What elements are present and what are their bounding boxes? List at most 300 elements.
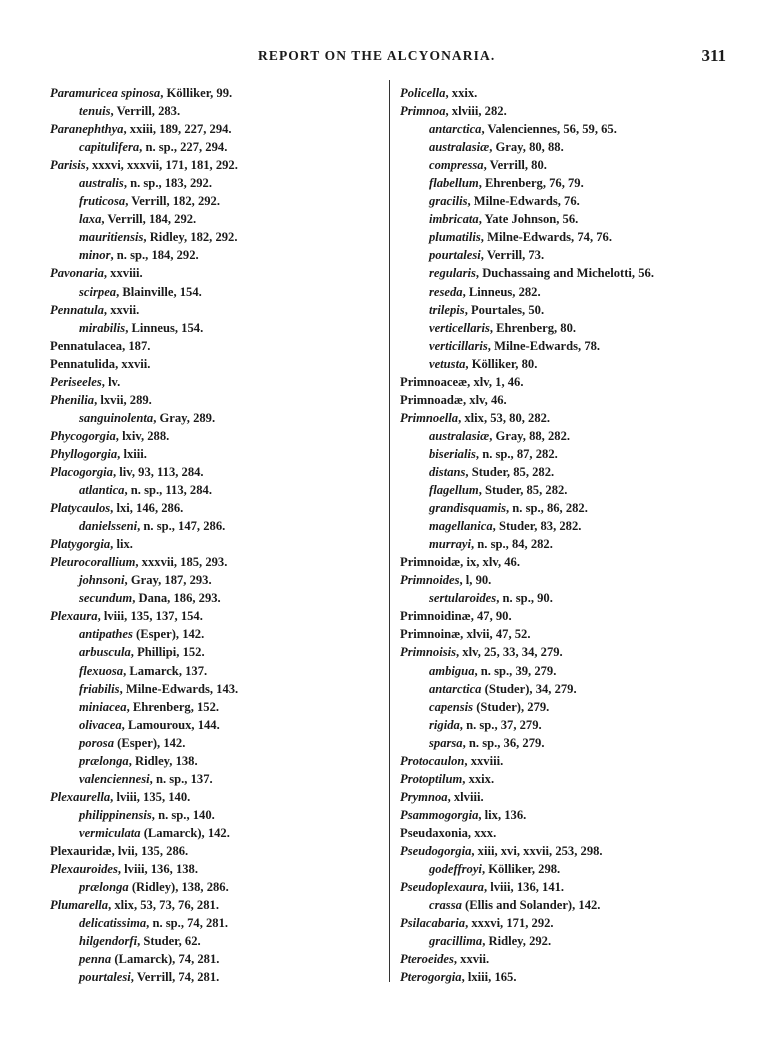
index-entry <box>400 553 730 571</box>
index-term: antipathes <box>79 627 133 642</box>
index-subentry <box>50 625 380 643</box>
index-term: Pseudoplexaura <box>400 880 484 895</box>
index-term: plumatilis <box>429 230 481 245</box>
index-subentry <box>400 120 730 138</box>
index-term: Primnoa <box>400 104 446 119</box>
index-entry <box>400 914 730 932</box>
index-term: Psammogorgia <box>400 807 479 822</box>
index-term: Platygorgia <box>50 537 111 552</box>
index-references: , xxix. <box>462 771 495 786</box>
index-subentry <box>50 643 380 661</box>
index-subentry <box>50 806 380 824</box>
index-term: Parisis <box>50 158 86 173</box>
index-references: , Verrill, 184, 292. <box>101 212 197 227</box>
index-references: , Ridley, 182, 292. <box>143 230 238 245</box>
index-subentry <box>50 228 380 246</box>
index-term: porosa <box>79 735 114 750</box>
index-references: , Gray, 187, 293. <box>124 573 212 588</box>
index-references: , Pourtales, 50. <box>464 302 545 317</box>
index-references: , lxi, 146, 286. <box>110 501 184 516</box>
index-references: , lviii, 135, 137, 154. <box>97 609 203 624</box>
index-references: , Yate Johnson, 56. <box>478 212 579 227</box>
index-references: , n. sp., 74, 281. <box>146 916 229 931</box>
index-subentry <box>400 535 730 553</box>
index-references: , xxix. <box>445 86 478 100</box>
index-subentry <box>50 138 380 156</box>
index-references: , Kölliker, 99. <box>160 86 233 100</box>
index-term: mirabilis <box>79 320 126 335</box>
index-term: verticillaris <box>429 338 488 353</box>
index-subentry <box>50 589 380 607</box>
index-references: , n. sp., 137. <box>149 771 213 786</box>
index-references: , ix, xlv, 46. <box>460 555 520 570</box>
index-term: Paramuricea spinosa <box>50 86 161 100</box>
index-references: , Verrill, 182, 292. <box>125 194 220 209</box>
index-term: reseda <box>429 284 463 299</box>
index-references: , n. sp., 183, 292. <box>123 176 212 191</box>
index-references: , n. sp., 147, 286. <box>137 519 226 534</box>
index-term: Psilacabaria <box>400 916 466 931</box>
index-term: antarctica <box>429 681 482 696</box>
index-subentry <box>400 264 730 282</box>
index-subentry <box>400 319 730 337</box>
index-term: Primnoinæ <box>400 627 461 642</box>
index-term: Plexauroides <box>50 862 118 877</box>
index-subentry <box>50 102 380 120</box>
index-references: , xlviii. <box>447 789 484 804</box>
index-subentry <box>50 698 380 716</box>
index-term: antarctica <box>429 122 482 137</box>
index-entry <box>400 409 730 427</box>
index-term: Pennatulacea <box>50 338 123 353</box>
index-references: , Ehrenberg, 152. <box>126 699 220 714</box>
index-subentry <box>50 716 380 734</box>
index-references: (Lamarck), 142. <box>140 825 230 840</box>
index-term: flabellum <box>429 176 479 191</box>
index-term: prælonga <box>79 880 129 895</box>
index-term: Protoptilum <box>400 771 463 786</box>
index-subentry <box>400 680 730 698</box>
index-term: Phyllogorgia <box>50 446 118 461</box>
index-term: Pavonaria <box>50 266 104 281</box>
index-term: rigida <box>429 717 460 732</box>
index-references: , Milne-Edwards, 74, 76. <box>480 230 612 245</box>
index-term: Periseeles <box>50 374 102 389</box>
index-entry <box>400 752 730 770</box>
index-references: , xxvii. <box>115 356 151 371</box>
index-references: , n. sp., 37, 279. <box>459 717 542 732</box>
index-term: verticellaris <box>429 320 490 335</box>
index-term: vetusta <box>429 356 466 371</box>
index-entry <box>50 788 380 806</box>
index-term: pourtalesi <box>429 248 481 263</box>
index-subentry <box>400 589 730 607</box>
index-references: , xlv, 1, 46. <box>467 374 524 389</box>
index-term: hilgendorfi <box>79 934 138 949</box>
index-references: , xlix, 53, 73, 76, 281. <box>108 898 219 913</box>
index-references: , Valenciennes, 56, 59, 65. <box>481 122 617 137</box>
index-term: magellanica <box>429 519 493 534</box>
index-references: , 47, 90. <box>470 609 512 624</box>
index-references: , Verrill, 73. <box>480 248 545 263</box>
index-term: Primnoadæ <box>400 392 463 407</box>
index-entry <box>50 535 380 553</box>
index-references: , Kölliker, 298. <box>481 862 561 877</box>
index-references: , lviii, 136, 141. <box>483 880 565 895</box>
index-term: Primnoides <box>400 573 460 588</box>
index-subentry <box>400 716 730 734</box>
index-term: valenciennesi <box>79 771 150 786</box>
index-references: , Milne-Edwards, 143. <box>119 681 239 696</box>
index-subentry <box>50 968 380 986</box>
index-term: flagellum <box>429 483 479 498</box>
index-column-left <box>50 84 380 986</box>
index-references: (Ellis and Solander), 142. <box>461 898 601 913</box>
index-term: compressa <box>429 158 484 173</box>
index-subentry <box>400 517 730 535</box>
index-subentry <box>400 896 730 914</box>
index-references: , lxiii, 165. <box>461 970 517 985</box>
index-term: secundum <box>79 591 133 606</box>
index-references: , lxvii, 289. <box>94 392 152 407</box>
index-subentry <box>50 174 380 192</box>
index-subentry <box>50 734 380 752</box>
index-references: , Gray, 289. <box>153 410 216 425</box>
index-term: tenuis <box>79 104 111 119</box>
index-term: sparsa <box>429 735 463 750</box>
index-term: Plexaura <box>50 609 98 624</box>
index-term: atlantica <box>79 483 125 498</box>
index-entry <box>50 156 380 174</box>
index-term: vermiculata <box>79 825 141 840</box>
index-entry <box>50 264 380 282</box>
index-entry <box>50 373 380 391</box>
column-divider <box>389 80 390 982</box>
index-references: , xxxvi, xxxvii, 171, 181, 292. <box>85 158 238 173</box>
index-subentry <box>400 301 730 319</box>
index-entry <box>50 120 380 138</box>
index-subentry <box>50 517 380 535</box>
index-subentry <box>50 680 380 698</box>
index-term: johnsoni <box>79 573 125 588</box>
index-references: , Ehrenberg, 80. <box>489 320 577 335</box>
index-entry <box>400 571 730 589</box>
index-entry <box>400 391 730 409</box>
index-references: , xiii, xvi, xxvii, 253, 298. <box>471 843 603 858</box>
index-references: , xxvii. <box>453 952 490 967</box>
index-term: gracillima <box>429 934 483 949</box>
index-references: , Ridley, 138. <box>128 753 198 768</box>
index-term: australasiæ <box>429 140 490 155</box>
index-subentry <box>50 210 380 228</box>
index-term: arbuscula <box>79 645 131 660</box>
index-entry <box>400 84 730 102</box>
index-subentry <box>400 463 730 481</box>
index-subentry <box>400 192 730 210</box>
index-term: distans <box>429 464 466 479</box>
index-references: , Verrill, 283. <box>110 104 181 119</box>
index-references: , Gray, 80, 88. <box>489 140 564 155</box>
index-entry <box>50 553 380 571</box>
index-subentry <box>400 246 730 264</box>
index-term: Phycogorgia <box>50 428 116 443</box>
index-term: fruticosa <box>79 194 126 209</box>
index-entry <box>50 84 380 102</box>
index-subentry <box>50 932 380 950</box>
index-references: , n. sp., 140. <box>151 807 215 822</box>
index-subentry <box>400 427 730 445</box>
index-term: australis <box>79 176 124 191</box>
index-entry <box>50 896 380 914</box>
index-subentry <box>400 734 730 752</box>
index-references: , Verrill, 80. <box>483 158 547 173</box>
index-subentry <box>50 246 380 264</box>
index-references: , Linneus, 154. <box>125 320 204 335</box>
index-references: , lix, 136. <box>478 807 527 822</box>
index-term: sertularoides <box>429 591 497 606</box>
index-term: flexuosa <box>79 663 124 678</box>
index-term: mauritiensis <box>79 230 144 245</box>
index-entry <box>50 842 380 860</box>
index-references: , lviii, 135, 140. <box>110 789 191 804</box>
index-subentry <box>400 662 730 680</box>
index-term: Primnoella <box>400 410 459 425</box>
index-entry <box>50 499 380 517</box>
index-references: , lxiii. <box>117 446 147 461</box>
index-entry <box>400 842 730 860</box>
index-references: , Studer, 62. <box>137 934 201 949</box>
index-references: , lvii, 135, 286. <box>111 843 189 858</box>
index-subentry <box>400 156 730 174</box>
index-references: , n. sp., 90. <box>496 591 553 606</box>
index-term: biserialis <box>429 446 476 461</box>
index-term: Pteroeides <box>400 952 454 967</box>
index-references: , n. sp., 184, 292. <box>110 248 199 263</box>
index-references: , lviii, 136, 138. <box>117 862 198 877</box>
index-entry <box>400 102 730 120</box>
index-entry <box>400 373 730 391</box>
index-term: trilepis <box>429 302 465 317</box>
index-entry <box>50 445 380 463</box>
index-references: , Milne-Edwards, 76. <box>467 194 580 209</box>
index-subentry <box>50 878 380 896</box>
index-term: pourtalesi <box>79 970 131 985</box>
index-term: minor <box>79 248 111 263</box>
index-references: , Duchassaing and Michelotti, 56. <box>475 266 654 281</box>
index-references: , xlv, 46. <box>462 392 507 407</box>
index-term: miniacea <box>79 699 127 714</box>
index-subentry <box>50 662 380 680</box>
index-subentry <box>400 698 730 716</box>
index-term: Plexauridæ <box>50 843 112 858</box>
index-term: Primnoidinæ <box>400 609 471 624</box>
index-references: , xxxvii, 185, 293. <box>135 555 228 570</box>
index-references: , Studer, 85, 282. <box>465 464 555 479</box>
index-term: capitulifera <box>79 140 140 155</box>
index-references: , lv. <box>101 374 121 389</box>
index-term: delicatissima <box>79 916 147 931</box>
index-references: , Dana, 186, 293. <box>132 591 221 606</box>
index-term: Pleurocorallium <box>50 555 136 570</box>
index-term: Pseudogorgia <box>400 843 472 858</box>
index-term: Plexaurella <box>50 789 111 804</box>
index-references: , Phillipi, 152. <box>130 645 205 660</box>
index-entry <box>50 391 380 409</box>
running-title: REPORT ON THE ALCYONARIA. <box>258 48 496 63</box>
index-references: , 187. <box>122 338 151 353</box>
index-references: , xxviii. <box>103 266 143 281</box>
index-references: , Ridley, 292. <box>482 934 552 949</box>
index-references: , Linneus, 282. <box>462 284 541 299</box>
index-references: , xxviii. <box>464 753 504 768</box>
index-entry <box>50 607 380 625</box>
index-term: Pennatulida <box>50 356 116 371</box>
index-entry <box>50 463 380 481</box>
index-references: , n. sp., 84, 282. <box>471 537 553 552</box>
index-entry <box>50 355 380 373</box>
index-term: Pterogorgia <box>400 970 462 985</box>
index-subentry <box>400 445 730 463</box>
index-term: philippinensis <box>79 807 152 822</box>
index-references: , xlv, 25, 33, 34, 279. <box>456 645 563 660</box>
index-term: Primnoaceæ <box>400 374 468 389</box>
index-entry <box>50 301 380 319</box>
page-number: 311 <box>701 46 726 65</box>
index-entry <box>400 788 730 806</box>
index-entry <box>400 950 730 968</box>
index-subentry <box>400 355 730 373</box>
index-subentry <box>400 337 730 355</box>
index-references: , Lamouroux, 144. <box>121 717 220 732</box>
index-references: , Verrill, 74, 281. <box>130 970 220 985</box>
index-term: murrayi <box>429 537 471 552</box>
index-references: , lxiv, 288. <box>115 428 170 443</box>
index-term: imbricata <box>429 212 479 227</box>
index-term: godeffroyi <box>429 862 482 877</box>
index-term: danielsseni <box>79 519 138 534</box>
index-entry <box>400 806 730 824</box>
index-references: , liv, 93, 113, 284. <box>112 464 204 479</box>
index-term: Pseudaxonia <box>400 825 468 840</box>
index-term: sanguinolenta <box>79 410 154 425</box>
index-references: , xlvii, 47, 52. <box>460 627 531 642</box>
index-entry <box>400 878 730 896</box>
index-subentry <box>400 283 730 301</box>
index-subentry <box>400 481 730 499</box>
index-subentry <box>50 914 380 932</box>
index-references: , Milne-Edwards, 78. <box>487 338 601 353</box>
index-entry <box>400 770 730 788</box>
index-references: , Ehrenberg, 76, 79. <box>478 176 584 191</box>
index-subentry <box>400 932 730 950</box>
index-references: , l, 90. <box>459 573 492 588</box>
index-references: , n. sp., 87, 282. <box>475 446 558 461</box>
index-references: , n. sp., 36, 279. <box>462 735 545 750</box>
index-subentry <box>400 138 730 156</box>
index-references: , Studer, 85, 282. <box>478 483 568 498</box>
index-subentry <box>400 499 730 517</box>
index-term: olivacea <box>79 717 122 732</box>
index-term: gracilis <box>429 194 468 209</box>
index-subentry <box>50 824 380 842</box>
index-term: scirpea <box>79 284 117 299</box>
index-entry <box>400 968 730 986</box>
index-term: Prymnoa <box>400 789 448 804</box>
index-term: Plumarella <box>50 898 109 913</box>
index-references: , Studer, 83, 282. <box>492 519 582 534</box>
index-references: (Lamarck), 74, 281. <box>111 952 220 967</box>
index-term: penna <box>79 952 112 967</box>
index-references: , xlix, 53, 80, 282. <box>458 410 551 425</box>
index-subentry <box>50 319 380 337</box>
index-references: , Gray, 88, 282. <box>489 428 571 443</box>
index-references: (Studer), 279. <box>473 699 550 714</box>
index-subentry <box>50 481 380 499</box>
index-references: , xxiii, 189, 227, 294. <box>123 122 232 137</box>
index-subentry <box>50 283 380 301</box>
index-references: , Blainville, 154. <box>116 284 202 299</box>
index-term: Policella <box>400 86 446 100</box>
index-references: , Lamarck, 137. <box>123 663 208 678</box>
index-entry <box>400 824 730 842</box>
index-term: Placogorgia <box>50 464 113 479</box>
index-references: , n. sp., 227, 294. <box>139 140 228 155</box>
index-term: Phenilia <box>50 392 95 407</box>
index-subentry <box>400 174 730 192</box>
index-references: , lix. <box>110 537 133 552</box>
index-references: , xxvii. <box>103 302 140 317</box>
index-term: capensis <box>429 699 474 714</box>
index-term: Protocaulon <box>400 753 465 768</box>
index-term: Paranephthya <box>50 122 124 137</box>
index-subentry <box>50 571 380 589</box>
index-entry <box>50 427 380 445</box>
index-references: , n. sp., 113, 284. <box>124 483 212 498</box>
index-subentry <box>400 210 730 228</box>
index-references: , xxxvi, 171, 292. <box>465 916 554 931</box>
page-header <box>0 48 776 68</box>
index-subentry <box>400 860 730 878</box>
index-term: Primnoidæ <box>400 555 461 570</box>
index-term: Platycaulos <box>50 501 111 516</box>
index-subentry <box>50 950 380 968</box>
index-term: grandisquamis <box>429 501 506 516</box>
index-term: ambigua <box>429 663 475 678</box>
index-term: Primnoisis <box>400 645 456 660</box>
index-entry <box>50 860 380 878</box>
index-references: , n. sp., 86, 282. <box>506 501 588 516</box>
index-term: friabilis <box>79 681 120 696</box>
index-references: (Esper), 142. <box>114 735 186 750</box>
index-subentry <box>50 192 380 210</box>
index-entry <box>400 625 730 643</box>
index-term: prælonga <box>79 753 129 768</box>
index-subentry <box>50 409 380 427</box>
index-term: australasiæ <box>429 428 490 443</box>
index-subentry <box>50 752 380 770</box>
index-references: , Kölliker, 80. <box>465 356 538 371</box>
index-term: Pennatula <box>50 302 104 317</box>
index-entry <box>50 337 380 355</box>
index-references: (Esper), 142. <box>132 627 205 642</box>
index-references: , xlviii, 282. <box>445 104 507 119</box>
index-term: laxa <box>79 212 102 227</box>
index-column-right <box>400 84 730 986</box>
index-references: (Studer), 34, 279. <box>481 681 577 696</box>
index-entry <box>400 607 730 625</box>
index-references: , xxx. <box>467 825 497 840</box>
index-references: (Ridley), 138, 286. <box>128 880 229 895</box>
